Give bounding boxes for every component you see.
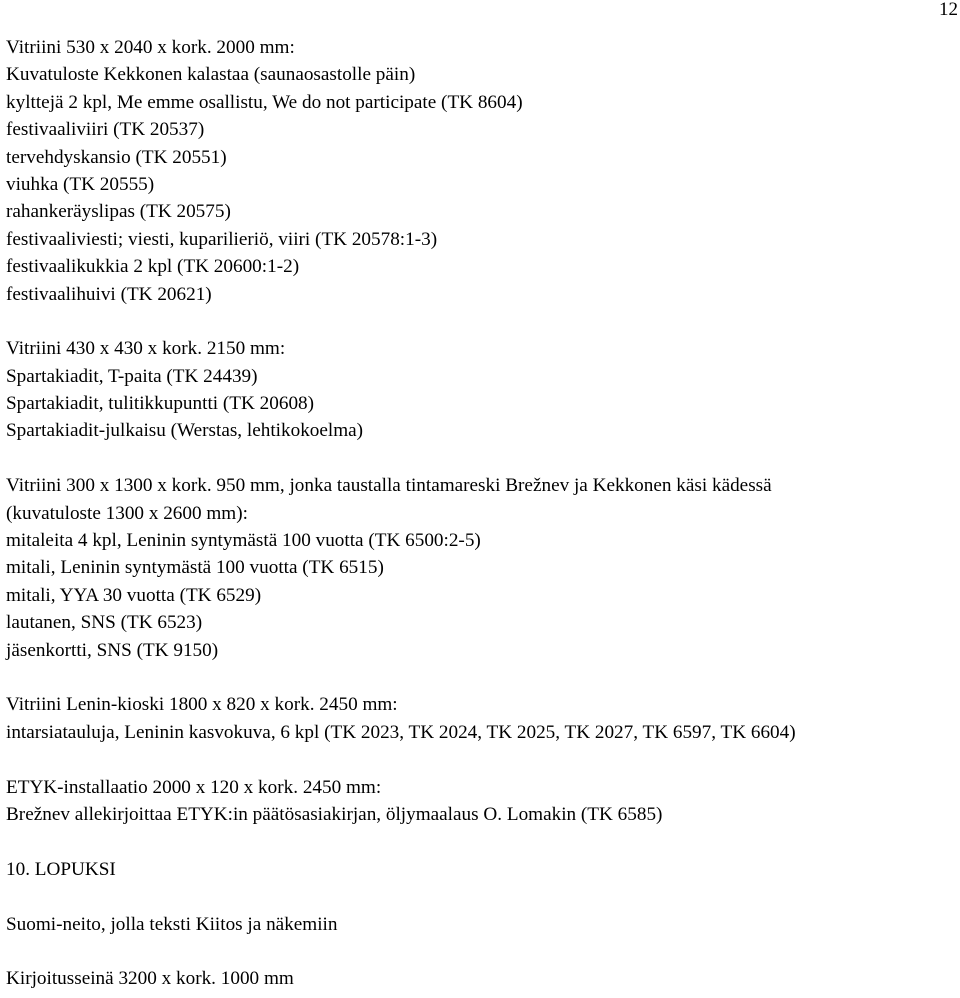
list-item: Spartakiadit-julkaisu (Werstas, lehtikokoelma)	[6, 420, 364, 442]
paragraph-spacer	[6, 938, 956, 965]
section-heading: ETYK-installaatio 2000 x 120 x kork. 2450 mm:	[6, 776, 382, 798]
list-item: Spartakiadit, T-paita (TK 24439)	[6, 365, 258, 387]
list-item: Spartakiadit, tulitikkupuntti (TK 20608)	[6, 393, 315, 415]
paragraph-spacer	[6, 828, 956, 855]
chapter-heading: 10. LOPUKSI	[6, 858, 116, 880]
page-number: 12	[939, 0, 958, 20]
list-item: festivaalihuivi (TK 20621)	[6, 283, 212, 305]
section-vitriini-530	[6, 34, 956, 308]
section-vitriini-430	[6, 335, 956, 445]
list-item: mitaleita 4 kpl, Leninin syntymästä 100 vuotta (TK 6500:2-5)	[6, 530, 481, 552]
paragraph-spacer	[6, 883, 956, 910]
document-body	[6, 34, 956, 993]
paragraph-spacer	[6, 664, 956, 691]
list-item: viuhka (TK 20555)	[6, 173, 155, 195]
section-heading-continued: (kuvatuloste 1300 x 2600 mm):	[6, 502, 248, 524]
list-item: mitali, Leninin syntymästä 100 vuotta (TK 6515)	[6, 557, 384, 579]
section-heading: Vitriini 300 x 1300 x kork. 950 mm, jonka taustalla tintamareski Brežnev ja Kekkonen käsi kädessä	[6, 475, 772, 497]
section-heading: Vitriini 430 x 430 x kork. 2150 mm:	[6, 338, 286, 360]
list-item: jäsenkortti, SNS (TK 9150)	[6, 639, 219, 661]
list-item: lautanen, SNS (TK 6523)	[6, 612, 203, 634]
section-heading: Vitriini 530 x 2040 x kork. 2000 mm:	[6, 37, 295, 58]
list-item: festivaaliviesti; viesti, kuparilieriö, viiri (TK 20578:1-3)	[6, 228, 438, 250]
list-item: festivaaliviiri (TK 20537)	[6, 119, 205, 141]
section-heading: Vitriini Lenin-kioski 1800 x 820 x kork. 2450 mm:	[6, 694, 398, 716]
list-item: Kirjoitusseinä 3200 x kork. 1000 mm	[6, 968, 294, 990]
section-lopuksi	[6, 856, 956, 883]
list-item: intarsiatauluja, Leninin kasvokuva, 6 kpl (TK 2023, TK 2024, TK 2025, TK 2027, TK 6597, TK 6604)	[6, 721, 796, 743]
paragraph-spacer	[6, 746, 956, 773]
list-item: kylttejä 2 kpl, Me emme osallistu, We do not participate (TK 8604)	[6, 91, 523, 113]
list-item: Suomi-neito, jolla teksti Kiitos ja näkemiin	[6, 913, 338, 935]
section-kirjoitusseina	[6, 965, 956, 992]
list-item: tervehdyskansio (TK 20551)	[6, 146, 227, 168]
section-suomi-neito	[6, 911, 956, 938]
list-item: festivaalikukkia 2 kpl (TK 20600:1-2)	[6, 256, 300, 278]
paragraph-spacer	[6, 308, 956, 335]
section-vitriini-300	[6, 472, 956, 664]
list-item: rahankeräyslipas (TK 20575)	[6, 201, 231, 223]
list-item: Kuvatuloste Kekkonen kalastaa (saunaosastolle päin)	[6, 64, 416, 86]
section-etyk-installaatio	[6, 774, 956, 829]
list-item: mitali, YYA 30 vuotta (TK 6529)	[6, 584, 262, 606]
section-lenin-kioski	[6, 691, 956, 746]
paragraph-spacer	[6, 445, 956, 472]
list-item: Brežnev allekirjoittaa ETYK:in päätösasiakirjan, öljymaalaus O. Lomakin (TK 6585)	[6, 803, 663, 825]
